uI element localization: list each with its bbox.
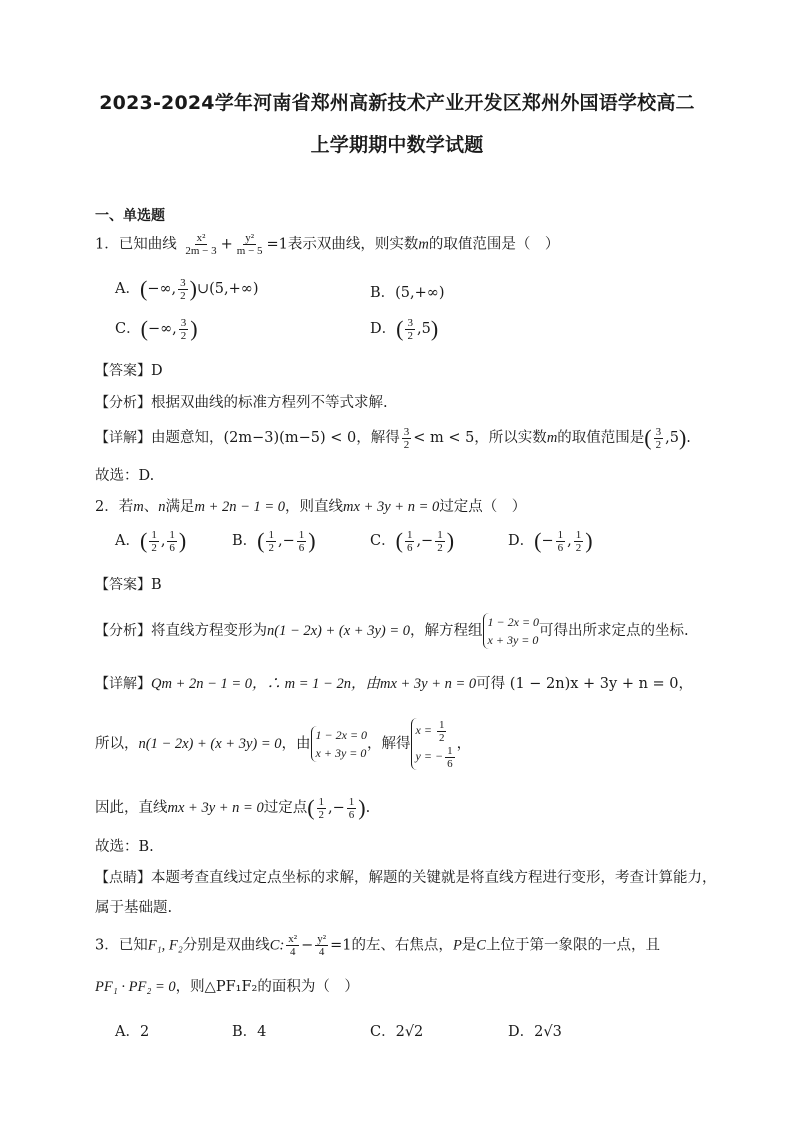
q1-var-m: m: [418, 236, 429, 253]
q2-conclusion: 故选：B.: [95, 839, 154, 855]
q3-option-c[interactable]: C．2√2: [370, 1024, 424, 1040]
q1-option-c[interactable]: C．(−∞, $\frac{3}{2}$ ): [115, 316, 198, 342]
q1-option-d[interactable]: D．( $\frac{3}{2}$ ,5): [370, 316, 439, 342]
q2-option-b[interactable]: B．( $\frac{1}{2}$ ,− $\frac{1}{6}$ ): [232, 528, 316, 554]
q2-comment: 【点睛】本题考查直线过定点坐标的求解，解题的关键就是将直线方程进行变形，考查计算能力，: [95, 870, 717, 886]
q2-analysis: 【分析】将直线方程变形为n(1 − 2x) + (x + 3y) = 0，解方程组1 − 2x = 0 x + 3y = 0可得出所求定点的坐标.: [95, 615, 689, 647]
q1-conclusion: 故选：D.: [95, 468, 155, 484]
q1-option-b[interactable]: B．(5,+∞): [370, 285, 445, 301]
q1-stem-a: 已知曲线: [118, 236, 177, 253]
exam-title-line2: 上学期期中数学试题: [310, 134, 484, 156]
question-1-stem: 1．已知曲线 $\frac{\text{x²}}{2m - 3}$ + $\frac{\text{y²}}{m - 5}$ =1表示双曲线，则实数m的取值范围是（ ）: [95, 232, 560, 257]
q1-option-a[interactable]: A．(−∞, $\frac{3}{2}$ )∪(5,+∞): [115, 276, 259, 302]
question-3-stem: 3．已知F₁, F₂分别是双曲线C: $\frac{\text{x²}}{4}$ − $\frac{\text{y²}}{4}$ =1的左、右焦点，P是C上位于第一象限的一点，且: [95, 933, 660, 958]
q1-number: 1．: [95, 236, 119, 253]
question-3-stem-2: PF₁ · PF₂ = 0，则△PF₁F₂的面积为（ ）: [95, 979, 359, 995]
q1-frac-x: $\frac{\text{x²}}{2m - 3}$: [185, 232, 217, 257]
q2-detail-1: 【详解】Qm + 2n − 1 = 0，∴ m = 1 − 2n，由mx + 3y + n = 0可得 (1 − 2n)x + 3y + n = 0，: [95, 676, 694, 692]
question-2-stem: 2．若m、n满足m + 2n − 1 = 0，则直线mx + 3y + n = 0过定点（ ）: [95, 499, 527, 515]
q2-detail-3: 因此，直线mx + 3y + n = 0过定点( $\frac{1}{2}$ ,− $\frac{1}{6}$ ).: [95, 795, 371, 821]
q1-stem-b: =1表示双曲线，则实数: [266, 236, 419, 253]
exam-title-line1: 2023-2024学年河南省郑州高新技术产业开发区郑州外国语学校高二: [99, 92, 695, 114]
q1-analysis: 【分析】根据双曲线的标准方程列不等式求解.: [95, 395, 388, 411]
q2-detail-2: 所以，n(1 − 2x) + (x + 3y) = 0，由1 − 2x = 0 x + 3y = 0，解得x = $\frac{1}{2}$ y = − $\frac{1}{6}$ ，: [95, 718, 472, 770]
q2-option-d[interactable]: D．(− $\frac{1}{6}$ , $\frac{1}{2}$ ): [508, 528, 593, 554]
q1-frac-y: $\frac{\text{y²}}{m - 5}$: [236, 232, 263, 257]
q1-detail: 【详解】由题意知，(2m−3)(m−5) < 0，解得 $\frac{3}{2}$ < m < 5，所以实数m的取值范围是( $\frac{3}{2}$ ,5).: [95, 425, 691, 451]
q2-answer: 【答案】B: [95, 577, 162, 593]
q2-comment-2: 属于基础题.: [95, 900, 173, 916]
section-heading: 一、单选题: [95, 208, 165, 224]
q3-option-d[interactable]: D．2√3: [508, 1024, 562, 1040]
q1-stem-c: 的取值范围是（ ）: [428, 236, 560, 253]
q3-option-a[interactable]: A．2: [115, 1024, 150, 1040]
q2-option-a[interactable]: A．( $\frac{1}{2}$ , $\frac{1}{6}$ ): [115, 528, 187, 554]
q2-option-c[interactable]: C．( $\frac{1}{6}$ ,− $\frac{1}{2}$ ): [370, 528, 455, 554]
q3-option-b[interactable]: B．4: [232, 1024, 267, 1040]
q1-answer: 【答案】D: [95, 363, 163, 379]
